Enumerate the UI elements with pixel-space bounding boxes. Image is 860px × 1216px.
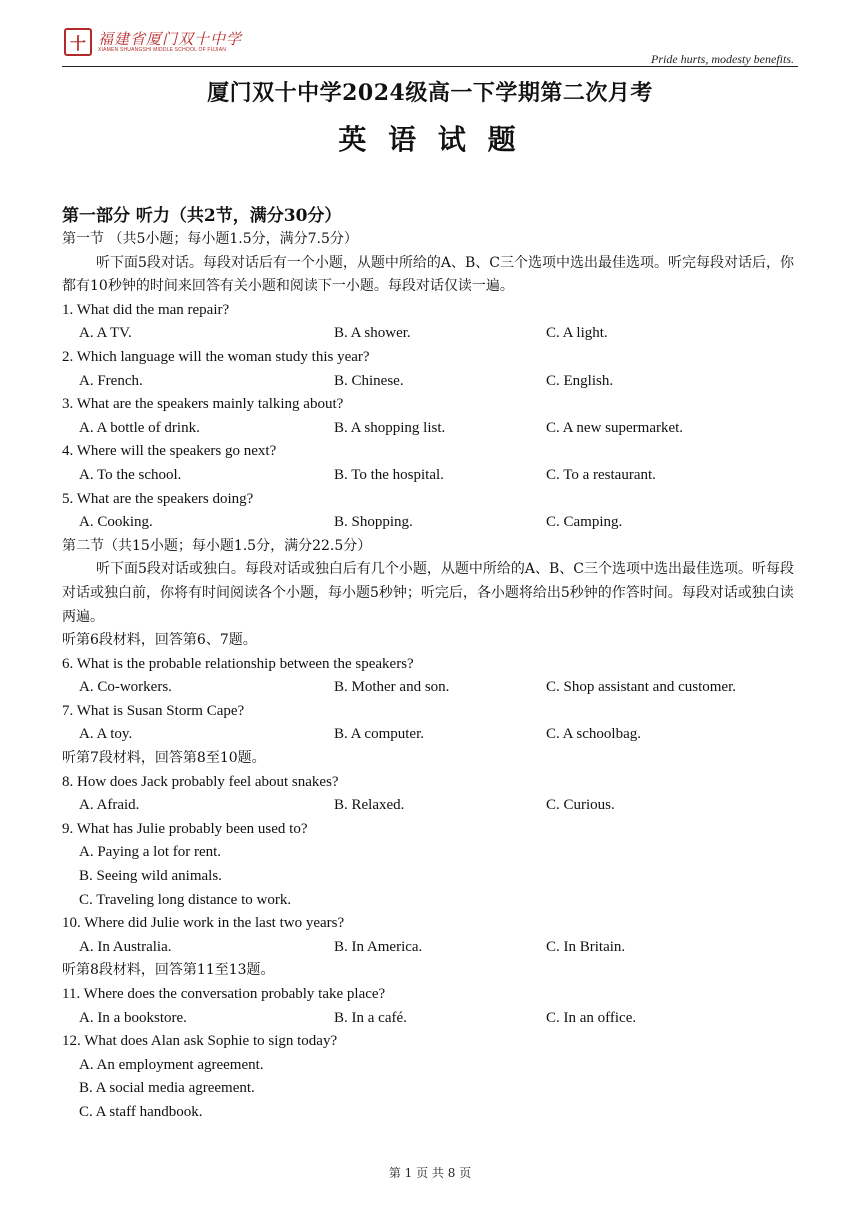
section1-instructions: 听下面5段对话。每段对话后有一个小题，从题中所给的A、B、C三个选项中选出最佳选项。听完每段对话后，你都有10秒钟的时间来回答有关小题和阅读下一小题。每段对话仅读一遍。 bbox=[62, 254, 795, 295]
header-divider bbox=[62, 66, 798, 67]
option-b: B. To the hospital. bbox=[334, 466, 444, 483]
option-a: A. French. bbox=[79, 372, 143, 389]
option-a: A. A toy. bbox=[79, 726, 133, 743]
options-1 bbox=[62, 322, 802, 346]
option-a: A. Co-workers. bbox=[79, 679, 172, 696]
option-b: B. Relaxed. bbox=[334, 797, 405, 814]
option-a: A. In a bookstore. bbox=[79, 1009, 187, 1026]
option-c: C. Camping. bbox=[546, 514, 623, 531]
question-11: 11. Where does the conversation probably take place? bbox=[62, 986, 386, 1002]
option-b: B. Shopping. bbox=[334, 514, 413, 531]
option-a: A. A bottle of drink. bbox=[79, 419, 200, 436]
option-c: C. Curious. bbox=[546, 797, 615, 814]
school-logo bbox=[64, 28, 242, 56]
exam-content bbox=[62, 204, 802, 1125]
question-7: 7. What is Susan Storm Cape? bbox=[62, 702, 245, 719]
option-c: C. A new supermarket. bbox=[546, 419, 684, 436]
logo-english-name: XIAMEN SHUANGSHI MIDDLE SCHOOL OF FUJIAN bbox=[98, 46, 227, 53]
option-b: B. In a café. bbox=[334, 1009, 407, 1026]
option-a: A. Paying a lot for rent. bbox=[79, 844, 222, 861]
question-1: 1. What did the man repair? bbox=[62, 301, 230, 318]
question-10: 10. Where did Julie work in the last two years? bbox=[62, 915, 345, 932]
options-10 bbox=[62, 936, 802, 960]
option-c: C. A staff handbook. bbox=[79, 1103, 203, 1120]
option-b: B. Chinese. bbox=[334, 372, 404, 389]
option-b: B. A computer. bbox=[334, 726, 424, 743]
logo-chinese-name: 福建省厦门双十中学 bbox=[98, 29, 243, 48]
option-c: C. In an office. bbox=[546, 1009, 637, 1026]
question-5: 5. What are the speakers doing? bbox=[62, 490, 254, 507]
section1-heading: 第一节 （共5小题；每小题1.5分，满分7.5分） bbox=[62, 231, 358, 247]
option-b: B. A shopping list. bbox=[334, 419, 446, 436]
options-6 bbox=[62, 676, 802, 700]
logo-text bbox=[98, 31, 242, 54]
question-6: 6. What is the probable relationship between the speakers? bbox=[62, 655, 414, 672]
question-12: 12. What does Alan ask Sophie to sign today? bbox=[62, 1033, 338, 1050]
option-b: B. A social media agreement. bbox=[79, 1080, 255, 1097]
school-seal-icon: 十 bbox=[64, 28, 92, 56]
option-b: B. In America. bbox=[334, 938, 423, 955]
section2-heading: 第二节（共15小题；每小题1.5分，满分22.5分） bbox=[62, 537, 372, 554]
option-a: A. In Australia. bbox=[79, 938, 172, 955]
option-b: B. Seeing wild animals. bbox=[79, 868, 222, 885]
options-8 bbox=[62, 794, 802, 818]
option-a: A. To the school. bbox=[79, 466, 182, 483]
options-7 bbox=[62, 723, 802, 747]
part1-title: 第一部分 听力（共2节，满分30分） bbox=[62, 206, 342, 226]
option-a: A. A TV. bbox=[79, 325, 132, 342]
section2-instructions: 听下面5段对话或独白。每段对话或独白后有几个小题，从题中所给的A、B、C三个选项中选出最佳选项。听每段对话或独白前，你将有时间阅读各个小题，每小题5秒钟；听完后，各小题将给出5秒钟的作答时间。每段对话或独白读两遍。 bbox=[62, 561, 795, 625]
options-11 bbox=[62, 1007, 802, 1031]
option-c: C. To a restaurant. bbox=[546, 466, 656, 483]
options-4 bbox=[62, 464, 802, 488]
option-c: C. A schoolbag. bbox=[546, 726, 642, 743]
option-c: C. In Britain. bbox=[546, 938, 626, 955]
material-note-6: 听第6段材料，回答第6、7题。 bbox=[62, 632, 257, 649]
option-a: A. An employment agreement. bbox=[79, 1056, 264, 1073]
question-2: 2. Which language will the woman study this year? bbox=[62, 348, 370, 365]
material-note-7: 听第7段材料，回答第8至10题。 bbox=[62, 750, 266, 767]
option-c: C. English. bbox=[546, 372, 614, 389]
option-c: C. A light. bbox=[546, 325, 608, 342]
option-c: C. Traveling long distance to work. bbox=[79, 891, 292, 908]
exam-title: 厦门双十中学2024级高一下学期第二次月考 bbox=[207, 80, 653, 106]
options-5 bbox=[62, 511, 802, 535]
option-b: B. A shower. bbox=[334, 325, 411, 342]
options-3 bbox=[62, 417, 802, 441]
question-4: 4. Where will the speakers go next? bbox=[62, 443, 277, 460]
page-number: 第 1 页 共 8 页 bbox=[388, 1166, 472, 1180]
school-motto: Pride hurts, modesty benefits. bbox=[651, 52, 794, 66]
option-c: C. Shop assistant and customer. bbox=[546, 679, 736, 696]
option-b: B. Mother and son. bbox=[334, 679, 450, 696]
material-note-8: 听第8段材料，回答第11至13题。 bbox=[62, 962, 275, 979]
option-a: A. Cooking. bbox=[79, 514, 153, 531]
options-2 bbox=[62, 370, 802, 394]
question-9: 9. What has Julie probably been used to? bbox=[62, 820, 308, 837]
question-8: 8. How does Jack probably feel about snakes? bbox=[62, 773, 339, 790]
option-a: A. Afraid. bbox=[79, 797, 140, 814]
exam-subject-title: 英 语 试 题 bbox=[338, 123, 522, 156]
question-3: 3. What are the speakers mainly talking about? bbox=[62, 396, 344, 413]
